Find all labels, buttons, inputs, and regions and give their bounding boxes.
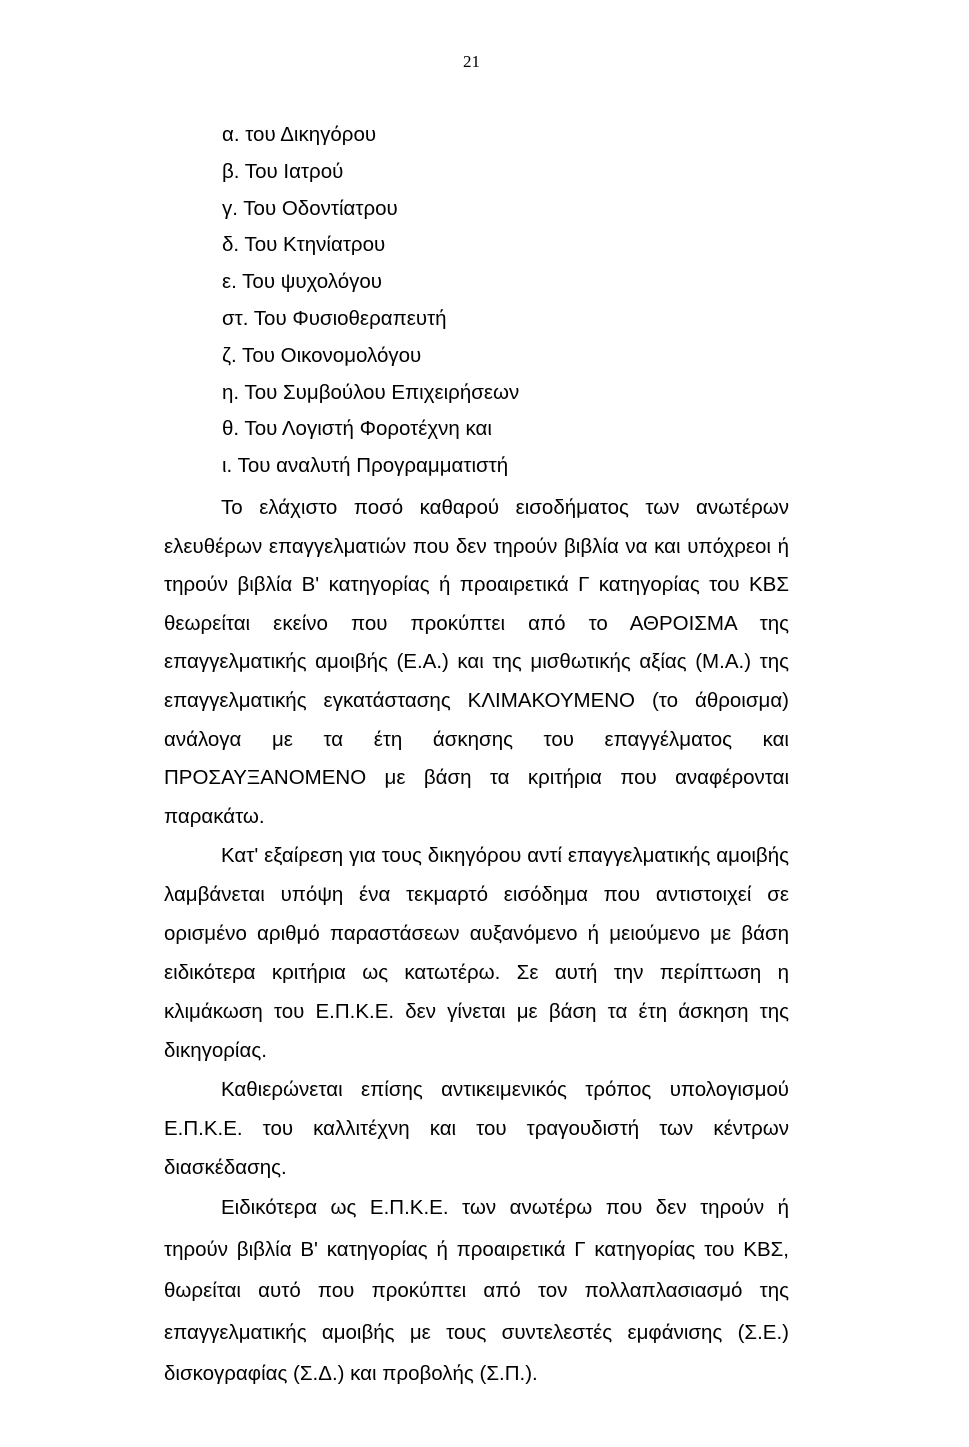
page-number: 21 [463, 52, 480, 71]
list-item: ε. Του ψυχολόγου [222, 270, 382, 294]
list-item: στ. Του Φυσιοθεραπευτή [222, 306, 447, 330]
paragraph-artist-method: Καθιερώνεται επίσης αντικειμενικός τρόπος υπολογισμού Ε.Π.Κ.Ε. του καλλιτέχνη και του τραγουδιστή των κέντρων διασκέδασης. [164, 1078, 789, 1180]
paragraph-lawyer-exception: Κατ' εξαίρεση για τους δικηγόρου αντί επαγγελματικής αμοιβής λαμβάνεται υπόψη ένα τεκμαρτό εισόδημα που αντιστοιχεί σε ορισμένο αριθμό παραστάσεων αυξανόμενο ή μειούμενο με βάση ειδικότερα κριτήρια ως κατωτέρω. Σε αυτή την περίπτωση η κλιμάκωση του Ε.Π.Κ.Ε. δεν γίνεται με βάση τα έτη άσκηση της δικηγορίας. [164, 844, 789, 1063]
paragraph-minimum-income: Το ελάχιστο ποσό καθαρού εισοδήματος των ανωτέρων ελευθέρων επαγγελματιών που δεν τηρούν βιβλία να και υπόχρεοι ή τηρούν βιβλία Β' κατηγορίας ή προαιρετικά Γ κατηγορίας του ΚΒΣ θεωρείται εκείνο που προκύπτει από το ΑΘΡΟΙΣΜΑ της επαγγελματικής αμοιβής (Ε.Α.) και της μισθωτικής αξίας (Μ.Α.) της επαγγελματικής εγκατάστασης ΚΛΙΜΑΚΟΥΜΕΝΟ (το άθροισμα) ανάλογα με τα έτη άσκησης του επαγγέλματος και ΠΡΟΣΑΥΞΑΝΟΜΕΝΟ με βάση τα κριτήρια που αναφέρονται παρακάτω. [164, 496, 789, 828]
list-item: θ. Του Λογιστή Φοροτέχνη και [222, 417, 492, 441]
body-text [164, 489, 789, 1395]
list-item: β. Του Ιατρού [222, 159, 344, 183]
list-item: ζ. Του Οικονομολόγου [222, 343, 422, 367]
list-item: γ. Του Οδοντίατρου [222, 196, 398, 220]
list-item: η. Του Συμβούλου Επιχειρήσεων [222, 380, 520, 404]
list-item: α. του Δικηγόρου [222, 123, 377, 146]
list-item: δ. Του Κτηνίατρου [222, 233, 386, 257]
paragraph-artist-calculation: Ειδικότερα ως Ε.Π.Κ.Ε. των ανωτέρω που δεν τηρούν ή τηρούν βιβλία Β' κατηγορίας ή προαιρετικά Γ κατηγορίας του ΚΒΣ, θωρείται αυτό που προκύπτει από τον πολλαπλασιασμό της επαγγελματικής αμοιβής με τους συντελεστές εμφάνισης (Σ.Ε.) δισκογραφίας (Σ.Δ.) και προβολής (Σ.Π.). [164, 1196, 789, 1386]
list-item: ι. Του αναλυτή Προγραμματιστή [222, 454, 509, 478]
profession-list [222, 117, 519, 485]
